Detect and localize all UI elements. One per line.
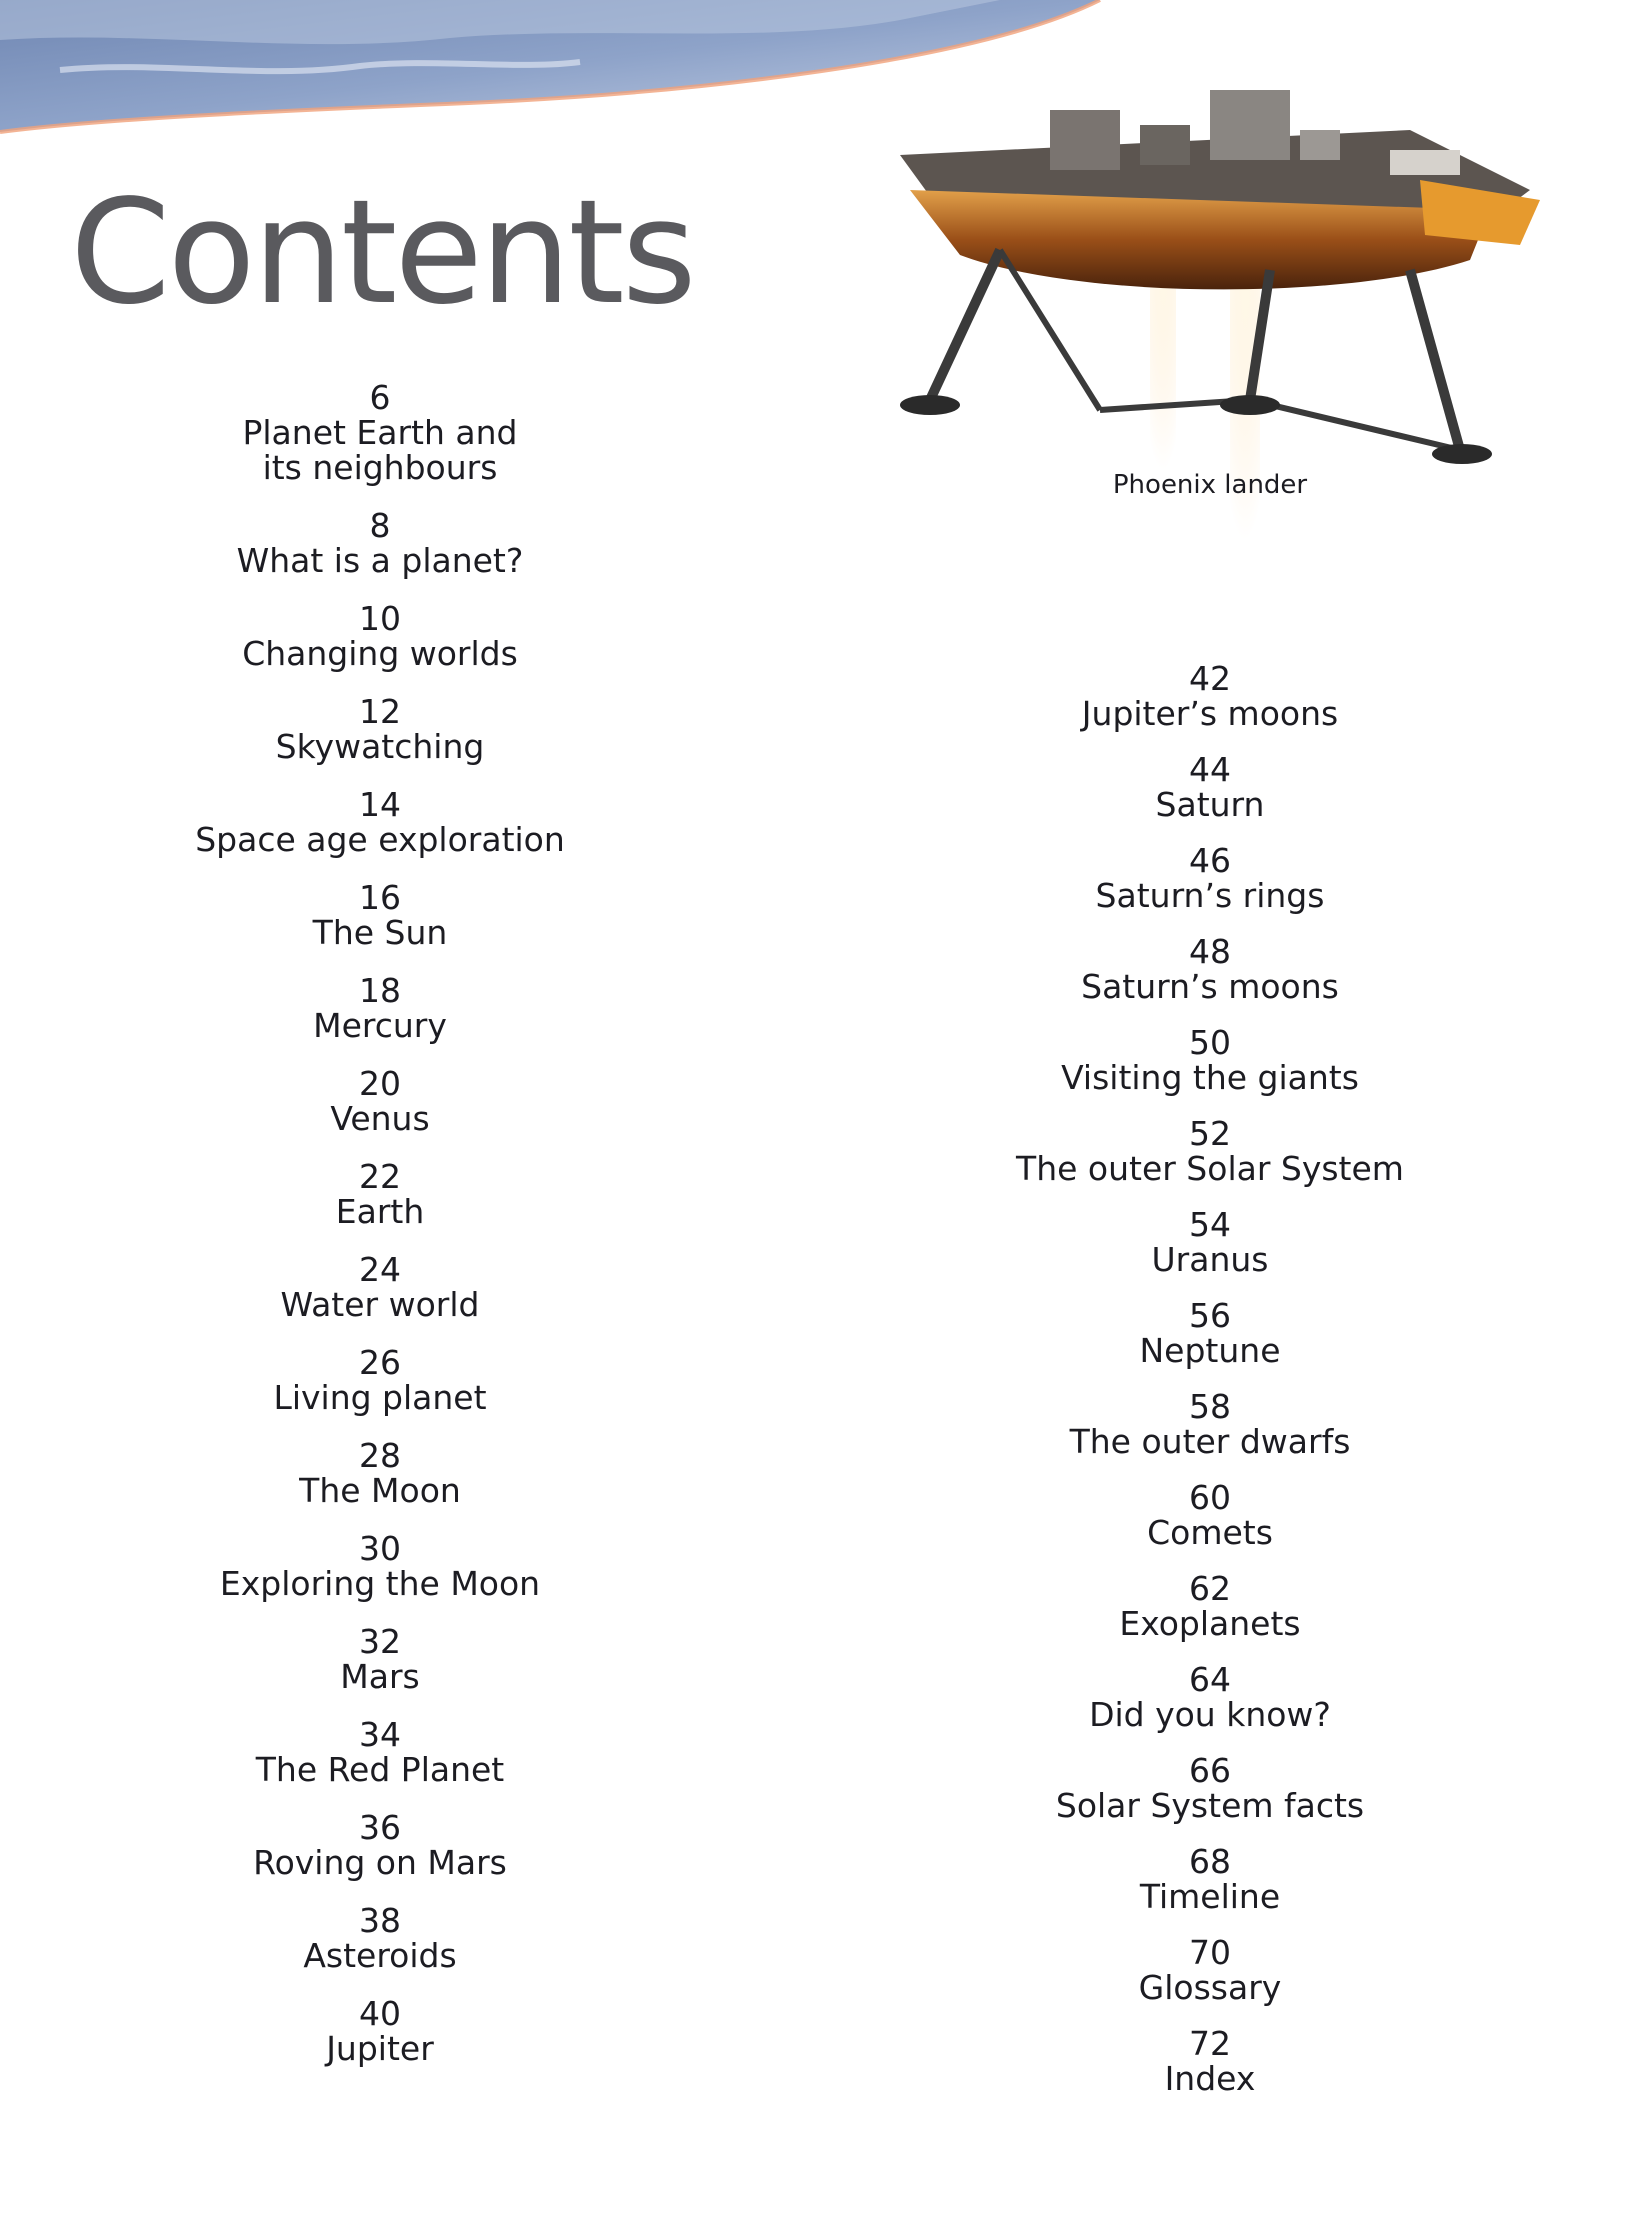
toc-page-number: 12	[359, 692, 401, 731]
toc-page-number: 70	[1189, 1933, 1231, 1972]
toc-entry[interactable]	[990, 934, 1430, 1004]
toc-entry[interactable]	[990, 1207, 1430, 1277]
toc-title: Solar System facts	[1055, 1786, 1365, 1825]
toc-entry[interactable]	[160, 1996, 600, 2066]
toc-title: Saturn’s moons	[1081, 967, 1339, 1006]
toc-title: Exoplanets	[1119, 1604, 1301, 1643]
toc-entry[interactable]	[160, 973, 600, 1043]
toc-title: Changing worlds	[242, 634, 518, 673]
toc-title: Earth	[335, 1192, 425, 1231]
toc-title: The Moon	[299, 1471, 461, 1510]
toc-page-number: 26	[359, 1343, 401, 1382]
toc-entry[interactable]	[160, 1624, 600, 1694]
toc-title: Living planet	[273, 1378, 487, 1417]
toc-entry[interactable]	[160, 1252, 600, 1322]
toc-entry[interactable]	[990, 843, 1430, 913]
toc-title: Comets	[1147, 1513, 1273, 1552]
toc-title: Mars	[340, 1657, 420, 1696]
toc-title: Mercury	[313, 1006, 447, 1045]
toc-entry[interactable]	[160, 880, 600, 950]
toc-page-number: 40	[359, 1994, 401, 2033]
toc-page-number: 60	[1189, 1478, 1231, 1517]
toc-entry[interactable]	[160, 1531, 600, 1601]
toc-page-number: 38	[359, 1901, 401, 1940]
toc-title: Space age exploration	[195, 820, 565, 859]
toc-title: What is a planet?	[236, 541, 524, 580]
toc-entry[interactable]	[990, 1298, 1430, 1368]
toc-page-number: 10	[359, 599, 401, 638]
toc-page-number: 52	[1189, 1114, 1231, 1153]
image-caption: Phoenix lander	[1112, 470, 1308, 500]
toc-entry[interactable]	[160, 508, 600, 578]
toc-title: The Sun	[312, 913, 448, 952]
toc-page-number: 8	[369, 506, 391, 545]
toc-page-number: 54	[1189, 1205, 1231, 1244]
toc-entry[interactable]	[990, 1571, 1430, 1641]
toc-page-number: 6	[369, 378, 391, 417]
toc-title: Planet Earth and its neighbours	[242, 413, 518, 487]
toc-page-number: 42	[1189, 659, 1231, 698]
toc-entry[interactable]	[990, 1753, 1430, 1823]
toc-entry[interactable]	[990, 1844, 1430, 1914]
toc-entry[interactable]	[990, 661, 1430, 731]
toc-entry[interactable]	[990, 752, 1430, 822]
toc-entry[interactable]	[990, 1116, 1430, 1186]
toc-entry[interactable]	[990, 1662, 1430, 1732]
toc-page-number: 20	[359, 1064, 401, 1103]
toc-page-number: 14	[359, 785, 401, 824]
toc-title: Water world	[280, 1285, 480, 1324]
toc-title: Roving on Mars	[253, 1843, 507, 1882]
toc-entry[interactable]	[160, 1438, 600, 1508]
toc-page-number: 62	[1189, 1569, 1231, 1608]
toc-entry[interactable]	[160, 787, 600, 857]
toc-title: The outer Solar System	[1016, 1149, 1404, 1188]
toc-title: Jupiter’s moons	[1081, 694, 1339, 733]
toc-entry[interactable]	[160, 1159, 600, 1229]
toc-title: Skywatching	[275, 727, 485, 766]
toc-page-number: 18	[359, 971, 401, 1010]
toc-title: Saturn	[1155, 785, 1265, 824]
toc-entry[interactable]	[160, 1345, 600, 1415]
toc-title: Timeline	[1139, 1877, 1281, 1916]
toc-title: Glossary	[1138, 1968, 1282, 2007]
toc-page-number: 58	[1189, 1387, 1231, 1426]
toc-page-number: 48	[1189, 932, 1231, 971]
toc-page-number: 22	[359, 1157, 401, 1196]
toc-title: Visiting the giants	[1061, 1058, 1359, 1097]
toc-title: Jupiter	[326, 2029, 434, 2068]
toc-page-number: 66	[1189, 1751, 1231, 1790]
toc-title: Saturn’s rings	[1095, 876, 1325, 915]
toc-page-number: 16	[359, 878, 401, 917]
toc-entry[interactable]	[160, 601, 600, 671]
toc-entry[interactable]	[990, 1389, 1430, 1459]
toc-page-number: 56	[1189, 1296, 1231, 1335]
toc-page-number: 72	[1189, 2024, 1231, 2063]
toc-page-number: 36	[359, 1808, 401, 1847]
toc-title: Uranus	[1151, 1240, 1269, 1279]
toc-page-number: 32	[359, 1622, 401, 1661]
toc-entry[interactable]	[160, 1810, 600, 1880]
toc-title: Index	[1164, 2059, 1256, 2098]
toc-title: The Red Planet	[255, 1750, 505, 1789]
contents-column-left	[160, 380, 600, 2089]
toc-entry[interactable]	[160, 1903, 600, 1973]
toc-page-number: 50	[1189, 1023, 1231, 1062]
toc-page-number: 64	[1189, 1660, 1231, 1699]
toc-title: The outer dwarfs	[1069, 1422, 1351, 1461]
toc-title: Venus	[330, 1099, 430, 1138]
toc-entry[interactable]	[160, 1066, 600, 1136]
toc-entry[interactable]	[990, 1935, 1430, 2005]
toc-title: Exploring the Moon	[219, 1564, 541, 1603]
toc-page-number: 30	[359, 1529, 401, 1568]
toc-title: Did you know?	[1089, 1695, 1331, 1734]
page-title: Contents	[70, 168, 694, 336]
toc-entry[interactable]	[990, 1480, 1430, 1550]
toc-page-number: 34	[359, 1715, 401, 1754]
toc-entry[interactable]	[160, 1717, 600, 1787]
toc-entry[interactable]	[160, 380, 600, 485]
toc-entry[interactable]	[160, 694, 600, 764]
toc-page-number: 44	[1189, 750, 1231, 789]
toc-page-number: 46	[1189, 841, 1231, 880]
toc-page-number: 28	[359, 1436, 401, 1475]
toc-entry[interactable]	[990, 1025, 1430, 1095]
toc-entry[interactable]	[990, 2026, 1430, 2096]
contents-column-right	[990, 661, 1430, 2117]
toc-page-number: 68	[1189, 1842, 1231, 1881]
toc-title: Neptune	[1139, 1331, 1281, 1370]
toc-page-number: 24	[359, 1250, 401, 1289]
toc-title: Asteroids	[303, 1936, 457, 1975]
